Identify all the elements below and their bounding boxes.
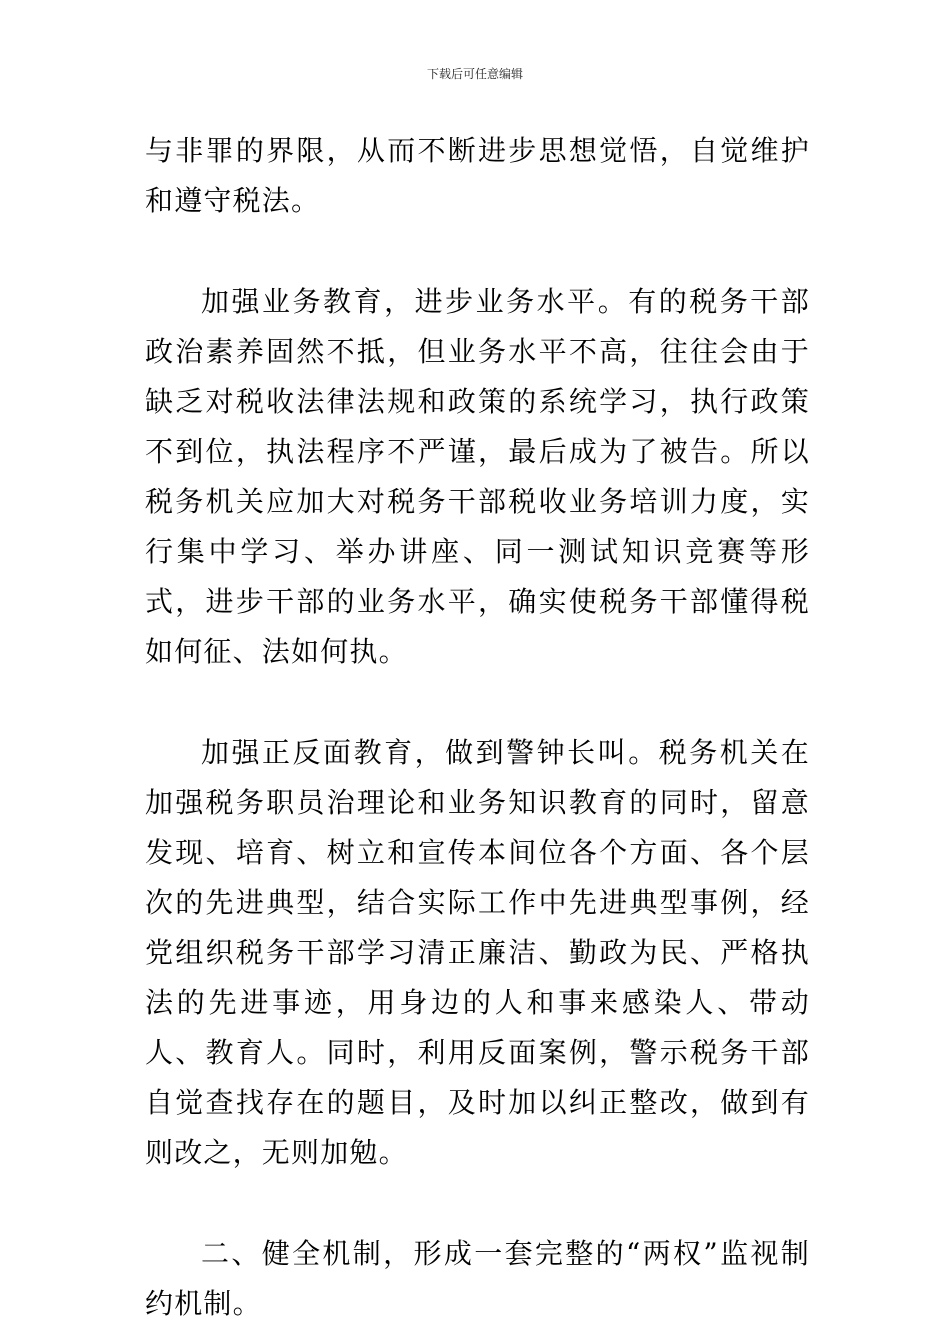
header-note: 下载后可任意编辑 — [426, 67, 523, 81]
document-body — [145, 126, 810, 1329]
paragraph-continuation: 与非罪的界限，从而不断进步思想觉悟，自觉维护和遵守税法。 — [145, 134, 810, 217]
paragraph-section-heading: 二、健全机制，形成一套完整的“两权”监视制约机制。 — [145, 1237, 810, 1320]
paragraph-business-education: 加强业务教育，进步业务水平。有的税务干部政治素养固然不抵，但业务水平不高，往往会由于缺乏对税收法律法规和政策的系统学习，执行政策不到位，执法程序不严谨，最后成为了被告。所以税务机关应加大对税务干部税收业务培训力度，实行集中学习、举办讲座、同一测试知识竞赛等形式，进步干部的业务水平，确实使税务干部懂得税如何征、法如何执。 — [145, 285, 810, 668]
paragraph-positive-negative-education: 加强正反面教育，做到警钟长叫。税务机关在加强税务职员治理论和业务知识教育的同时，留意发现、培育、树立和宣传本间位各个方面、各个层次的先进典型，结合实际工作中先进典型事例，经党组织税务干部学习清正廉洁、勤政为民、严格执法的先进事迹，用身边的人和事来感染人、带动人、教育人。同时，利用反面案例，警示税务干部自觉查找存在的题目，及时加以纠正整改，做到有则改之，无则加勉。 — [145, 736, 810, 1169]
